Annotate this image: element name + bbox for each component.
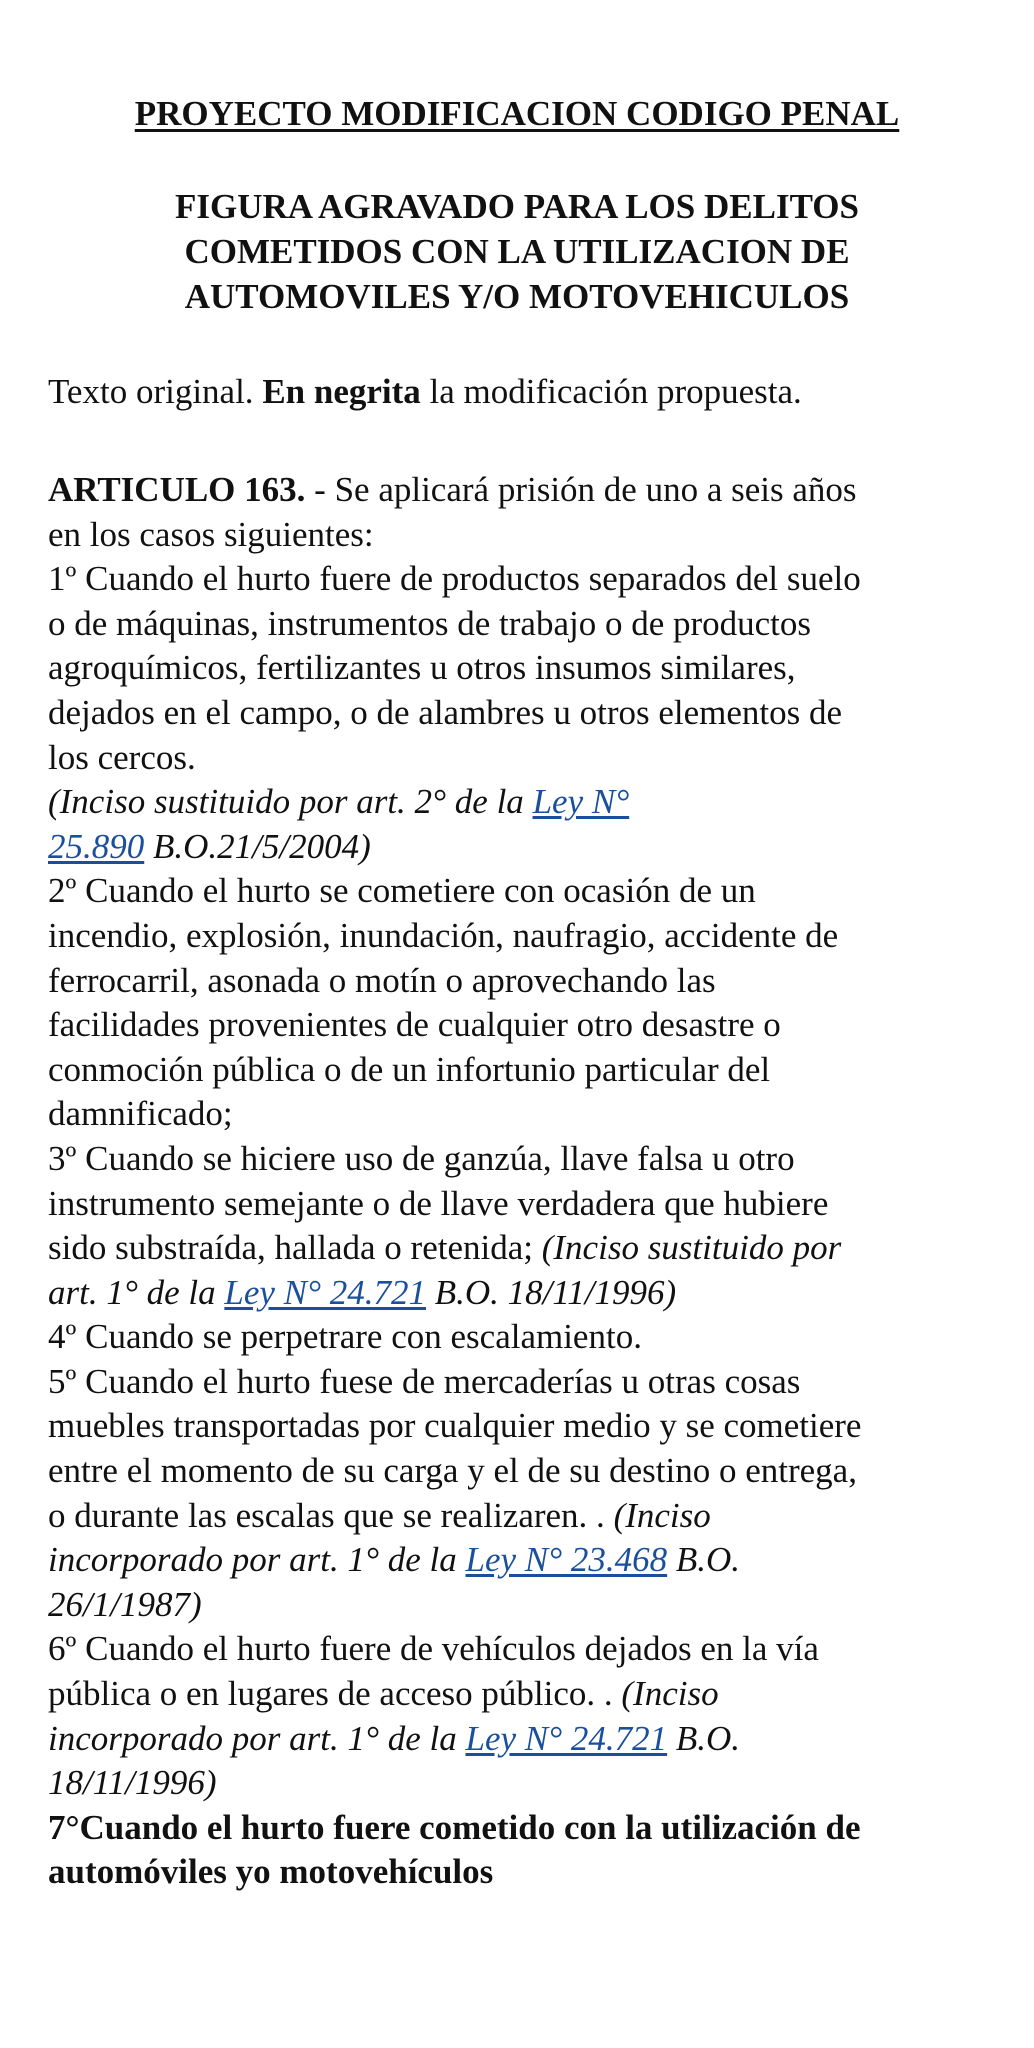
article-line: en los casos siguientes:: [48, 514, 374, 554]
amendment-note: (Inciso: [621, 1674, 719, 1714]
document-subtitle: [0, 184, 1034, 319]
article-line: [48, 1494, 993, 1539]
law-link-24721[interactable]: Ley N° 24.721: [465, 1718, 668, 1758]
article-line: conmoción pública o de un infortunio particular del: [48, 1049, 771, 1089]
article-line: 6º Cuando el hurto fuere de vehículos dejados en la vía: [48, 1629, 819, 1669]
article-text: sido substraída, hallada o retenida;: [48, 1228, 542, 1268]
article-line: [48, 780, 993, 825]
article-line: facilidades provenientes de cualquier otro desastre o: [48, 1005, 781, 1045]
article-line: o de máquinas, instrumentos de trabajo o de productos: [48, 603, 812, 643]
article-line: 2º Cuando el hurto se cometiere con ocasión de un: [48, 871, 756, 911]
article-line: 26/1/1987): [48, 1584, 202, 1624]
article-line: 4º Cuando se perpetrare con escalamiento.: [48, 1317, 642, 1357]
article-heading: ARTICULO 163.: [48, 470, 306, 509]
article-line: agroquímicos, fertilizantes u otros insumos similares,: [48, 648, 796, 688]
proposed-modification-line: 7°Cuando el hurto fuere cometido con la utilización de: [48, 1807, 861, 1847]
law-link-24721[interactable]: Ley N° 24.721: [224, 1272, 426, 1312]
amendment-note: (Inciso: [613, 1495, 711, 1535]
article-line: incendio, explosión, inundación, naufragio, accidente de: [48, 915, 839, 955]
article-text: pública o en lugares de acceso público. .: [48, 1674, 622, 1714]
document-title: PROYECTO MODIFICACION CODIGO PENAL: [134, 94, 900, 133]
article-line: dejados en el campo, o de alambres u otros elementos de: [48, 692, 843, 732]
article-line: damnificado;: [48, 1094, 233, 1134]
amendment-note: B.O.21/5/2004): [144, 826, 371, 866]
article-line: los cercos.: [48, 737, 196, 777]
amendment-note: art. 1° de la: [48, 1272, 225, 1312]
subtitle-line-2: COMETIDOS CON LA UTILIZACION DE: [184, 232, 850, 271]
article-line: muebles transportadas por cualquier medio y se cometiere: [48, 1406, 862, 1446]
law-link-23468[interactable]: Ley N° 23.468: [465, 1540, 668, 1580]
amendment-note: incorporado por art. 1° de la: [48, 1540, 466, 1580]
article-line: [48, 468, 993, 513]
article-line: 18/11/1996): [48, 1763, 217, 1803]
article-line: 1º Cuando el hurto fuere de productos separados del suelo: [48, 559, 861, 599]
article-line: 3º Cuando se hiciere uso de ganzúa, llave falsa u otro: [48, 1138, 795, 1178]
intro-note: [48, 370, 802, 414]
amendment-note: (Inciso sustituido por art. 2° de la: [48, 782, 533, 822]
article-line: [48, 1271, 993, 1316]
intro-text-2: la modificación propuesta.: [420, 372, 802, 411]
article-line: instrumento semejante o de llave verdadera que hubiere: [48, 1183, 829, 1223]
law-link-25890-number[interactable]: 25.890: [48, 826, 145, 866]
article-line: entre el momento de su carga y el de su destino o entrega,: [48, 1451, 857, 1491]
article-line: [48, 1717, 993, 1762]
article-body: [48, 468, 993, 1895]
amendment-note: (Inciso sustituido por: [541, 1228, 842, 1268]
amendment-note: incorporado por art. 1° de la: [48, 1718, 466, 1758]
article-line: [48, 1226, 993, 1271]
article-line: 5º Cuando el hurto fuese de mercaderías u otras cosas: [48, 1361, 801, 1401]
amendment-note: B.O. 18/11/1996): [426, 1272, 677, 1312]
article-line: [48, 1672, 993, 1717]
article-line: [48, 825, 993, 870]
article-line: [48, 1538, 993, 1583]
article-text: o durante las escalas que se realizaren. .: [48, 1495, 614, 1535]
article-line: ferrocarril, asonada o motín o aprovechando las: [48, 960, 716, 1000]
subtitle-line-3: AUTOMOVILES Y/O MOTOVEHICULOS: [184, 277, 850, 316]
article-text: - Se aplicará prisión de uno a seis años: [305, 470, 857, 509]
proposed-modification-line: automóviles yo motovehículos: [48, 1852, 494, 1892]
intro-bold-text: En negrita: [262, 372, 421, 411]
intro-text-1: Texto original.: [48, 372, 263, 411]
amendment-note: B.O.: [667, 1540, 741, 1580]
subtitle-line-1: FIGURA AGRAVADO PARA LOS DELITOS: [175, 187, 859, 226]
amendment-note: B.O.: [667, 1718, 741, 1758]
law-link-25890[interactable]: Ley N°: [532, 782, 630, 822]
